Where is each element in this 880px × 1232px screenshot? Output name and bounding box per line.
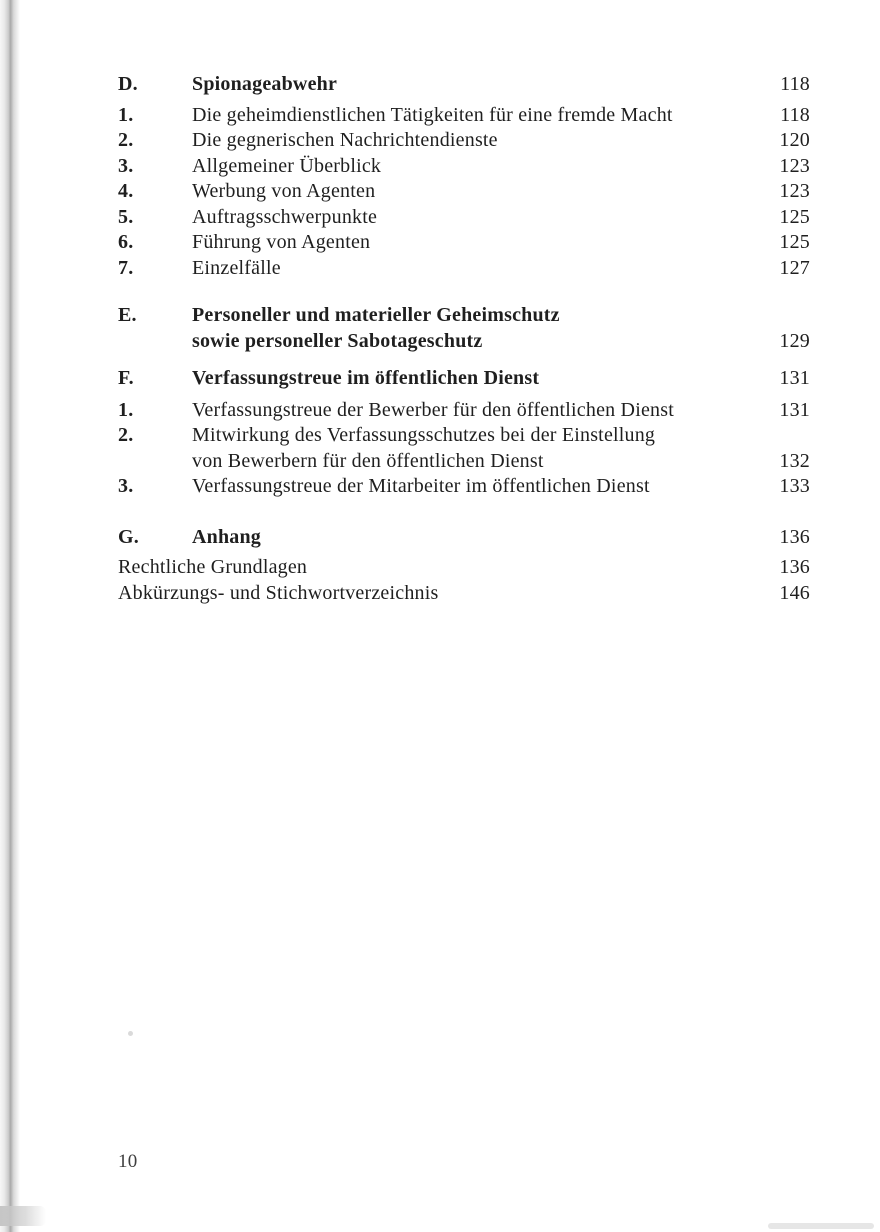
entry-number: 2. [118,424,134,446]
entry-number: 1. [118,398,134,421]
entry-title: Spionageabwehr [192,73,338,95]
entry-number: 1. [118,103,134,126]
entry-number: F. [118,367,134,389]
toc-entry-d-5 [118,205,810,231]
entry-title [192,423,766,474]
toc-entry-d-3 [118,154,810,180]
entry-title: Verfassungstreue der Bewerber für den öffentlichen Dienst [192,398,674,421]
entry-number: 3. [118,154,134,177]
entry-page: 125 [779,205,810,228]
entry-title: Anhang [192,525,262,548]
entry-number: 2. [118,129,134,151]
entry-title-line2: sowie personeller Sabotageschutz [192,329,483,352]
entry-page: 118 [780,73,810,95]
entry-title: Einzelfälle [192,256,281,279]
entry-page: 136 [779,525,810,548]
entry-number: G. [118,525,139,548]
entry-page: 136 [779,556,810,578]
entry-title: Auftragsschwerpunkte [192,205,378,228]
entry-title [192,303,766,354]
entry-page: 132 [779,449,810,472]
toc-entry-d [118,72,810,98]
entry-page: 123 [779,180,810,202]
entry-title: Abkürzungs- und Stichwortverzeichnis [118,581,439,604]
entry-page: 127 [779,256,810,279]
toc-entry-rechtliche-grundlagen [118,555,810,581]
toc-entry-d-2 [118,128,810,154]
toc-entry-f-2 [118,423,810,474]
toc-entry-d-7 [118,256,810,282]
toc-entry-d-1 [118,103,810,129]
page-number: 10 [118,1151,138,1172]
page-edge-bottom-artifact [0,1206,46,1226]
entry-number: 7. [118,256,134,279]
entry-page: 129 [779,329,810,352]
entry-page: 125 [779,231,810,253]
toc-entry-d-4 [118,179,810,205]
toc-entry-e [118,303,810,354]
entry-number: D. [118,73,138,95]
entry-number: 5. [118,205,134,228]
scan-smudge-bottom-right [768,1223,874,1229]
toc-entry-d-6 [118,230,810,256]
entry-number: 4. [118,180,134,202]
entry-page: 131 [779,367,810,389]
entry-page: 118 [780,103,810,126]
entry-page: 146 [779,581,810,604]
toc-entry-f [118,366,810,392]
entry-title: Allgemeiner Überblick [192,154,382,177]
page-edge-scan-artifact [0,0,20,1232]
entry-title-line1: Mitwirkung des Verfassungsschutzes bei der Einstellung [192,424,656,446]
toc-entry-abkuerzungsverzeichnis [118,581,810,607]
entry-title: Rechtliche Grundlagen [118,556,308,578]
entry-title: Die geheimdienstlichen Tätigkeiten für eine fremde Macht [192,103,673,126]
entry-title: Führung von Agenten [192,231,371,253]
entry-title-line1: Personeller und materieller Geheimschutz [192,304,560,326]
toc-entry-f-3 [118,474,810,500]
entry-title: Verfassungstreue im öffentlichen Dienst [192,367,540,389]
entry-page: 123 [779,154,810,177]
entry-page: 131 [779,398,810,421]
entry-number: 3. [118,475,134,497]
entry-title: Die gegnerischen Nachrichtendienste [192,129,498,151]
entry-page: 133 [779,475,810,497]
entry-title: Werbung von Agenten [192,180,376,202]
toc-entry-f-1 [118,398,810,424]
scan-speck [128,1031,133,1036]
entry-title: Verfassungstreue der Mitarbeiter im öffentlichen Dienst [192,475,650,497]
entry-number: E. [118,304,137,326]
entry-page: 120 [779,129,810,151]
entry-title-line2: von Bewerbern für den öffentlichen Dienst [192,449,544,472]
toc-entry-g [118,525,810,551]
table-of-contents [118,72,810,606]
entry-number: 6. [118,231,134,253]
